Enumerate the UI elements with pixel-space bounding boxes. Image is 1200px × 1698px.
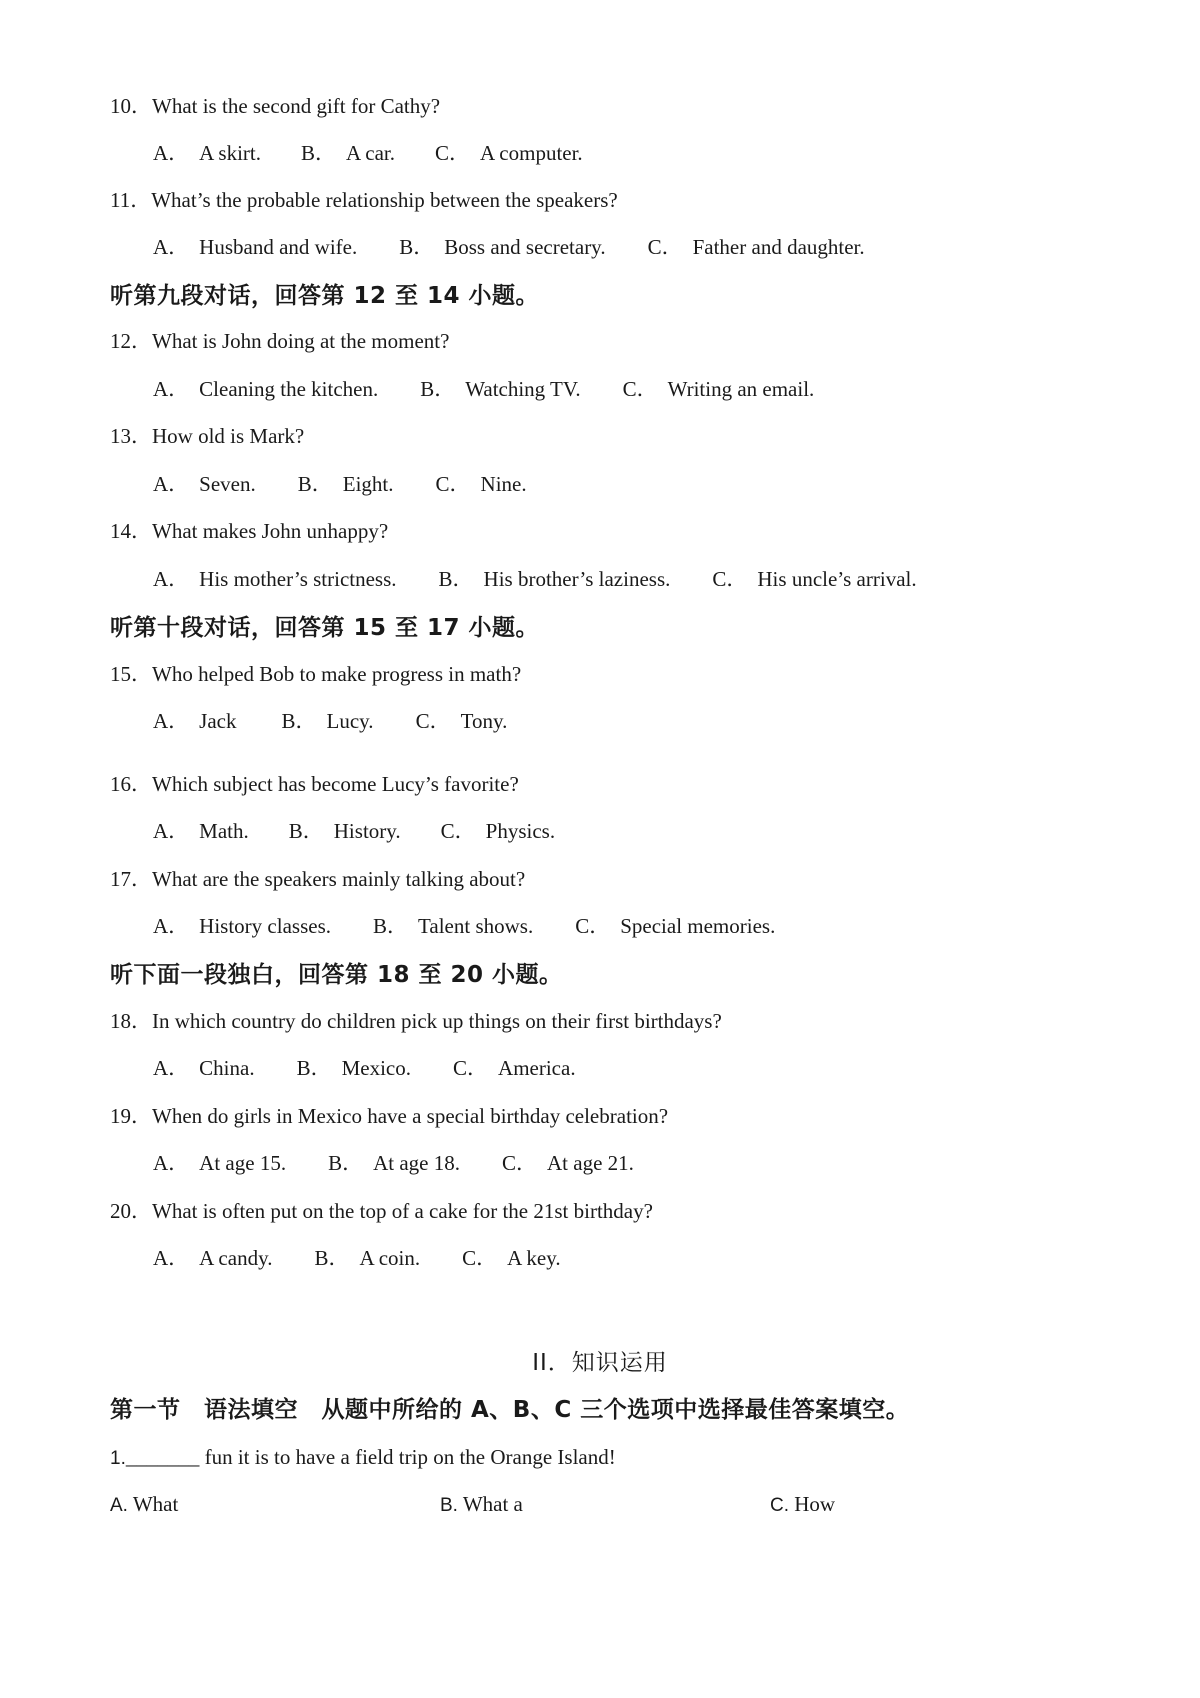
- options-17: [153, 912, 775, 940]
- question-number: 15．: [110, 662, 152, 686]
- option-letter: C．: [622, 377, 658, 401]
- section-heading-9: 听第九段对话，回答第 12 至 14 小题。: [110, 283, 540, 309]
- option-text: What: [132, 1492, 179, 1516]
- option-text: Nine.: [480, 472, 527, 496]
- option-letter: B．: [296, 1056, 332, 1080]
- options-10: [153, 139, 583, 167]
- option-letter: C．: [462, 1246, 498, 1270]
- option-letter: A．: [153, 914, 190, 938]
- options-20: [153, 1244, 561, 1272]
- option-b[interactable]: [301, 139, 395, 167]
- option-text: History.: [333, 819, 401, 843]
- option-text: His uncle’s arrival.: [757, 567, 917, 591]
- option-letter: C．: [440, 819, 476, 843]
- option-letter: C．: [647, 235, 683, 259]
- option-text: At age 15.: [199, 1151, 287, 1175]
- option-text: At age 18.: [373, 1151, 460, 1175]
- option-text: Jack: [199, 709, 237, 733]
- option-c[interactable]: [441, 817, 555, 845]
- question-16: [110, 770, 519, 798]
- option-c[interactable]: [712, 565, 916, 593]
- option-letter: B．: [399, 235, 435, 259]
- option-letter: C．: [435, 141, 471, 165]
- option-b[interactable]: [373, 912, 533, 940]
- option-text: Cleaning the kitchen.: [199, 377, 379, 401]
- option-a[interactable]: [110, 1490, 178, 1520]
- option-c[interactable]: [435, 139, 583, 167]
- question-10: [110, 92, 440, 120]
- option-b[interactable]: [420, 375, 580, 403]
- option-text: Physics.: [485, 819, 556, 843]
- option-text: Special memories.: [620, 914, 776, 938]
- option-letter: A．: [153, 377, 190, 401]
- question-text: What is often put on the top of a cake for the 21st birthday?: [152, 1199, 653, 1223]
- options-13: [153, 470, 527, 498]
- options-18: [153, 1054, 576, 1082]
- option-b[interactable]: [328, 1149, 460, 1177]
- answer-blank[interactable]: _______: [125, 1445, 200, 1469]
- option-text: Husband and wife.: [199, 235, 358, 259]
- option-text: Mexico.: [341, 1056, 412, 1080]
- option-c[interactable]: [462, 1244, 560, 1272]
- option-letter: C．: [712, 567, 748, 591]
- option-c[interactable]: [623, 375, 815, 403]
- option-b[interactable]: [298, 470, 394, 498]
- question-number: 1.: [110, 1448, 126, 1469]
- question-number: 18．: [110, 1009, 152, 1033]
- question-20: [110, 1197, 653, 1225]
- question-text: What makes John unhappy?: [152, 519, 389, 543]
- question-text: How old is Mark?: [152, 424, 305, 448]
- option-letter: B.: [440, 1495, 458, 1516]
- options-14: [153, 565, 917, 593]
- option-letter: C．: [415, 709, 451, 733]
- question-number: 17．: [110, 867, 152, 891]
- question-11: [110, 186, 618, 214]
- option-text: Father and daughter.: [692, 235, 865, 259]
- option-letter: A．: [153, 819, 190, 843]
- option-letter: B．: [314, 1246, 350, 1270]
- question-number: 20．: [110, 1199, 152, 1223]
- grammar-question-1: [110, 1443, 616, 1473]
- question-number: 14．: [110, 519, 152, 543]
- option-letter: B．: [373, 914, 409, 938]
- question-text: Which subject has become Lucy’s favorite?: [152, 772, 519, 796]
- option-letter: B．: [438, 567, 474, 591]
- option-a[interactable]: [153, 707, 237, 735]
- question-text: What’s the probable relationship between the speakers?: [151, 188, 618, 212]
- option-a[interactable]: [153, 565, 397, 593]
- option-letter: B．: [288, 819, 324, 843]
- option-b[interactable]: [399, 233, 605, 261]
- option-letter: A．: [153, 472, 190, 496]
- option-text: His brother’s laziness.: [483, 567, 671, 591]
- option-text: Eight.: [342, 472, 394, 496]
- option-letter: B．: [301, 141, 337, 165]
- option-letter: A．: [153, 235, 190, 259]
- question-13: [110, 422, 304, 450]
- section-heading-11: 听下面一段独白，回答第 18 至 20 小题。: [110, 962, 563, 988]
- question-text: fun it is to have a field trip on the Orange Island!: [199, 1445, 616, 1469]
- question-17: [110, 865, 525, 893]
- option-text: How: [794, 1492, 836, 1516]
- options-16: [153, 817, 555, 845]
- option-a[interactable]: [153, 233, 357, 261]
- option-b[interactable]: [440, 1490, 523, 1520]
- option-letter: C．: [453, 1056, 489, 1080]
- option-text: Lucy.: [326, 709, 374, 733]
- option-text: America.: [498, 1056, 576, 1080]
- option-letter: A．: [153, 567, 190, 591]
- option-text: Tony.: [460, 709, 508, 733]
- question-text: What is John doing at the moment?: [152, 329, 450, 353]
- option-a[interactable]: [153, 817, 249, 845]
- option-text: Watching TV.: [465, 377, 581, 401]
- question-text: In which country do children pick up things on their first birthdays?: [152, 1009, 722, 1033]
- option-letter: B．: [328, 1151, 364, 1175]
- section-heading-10: 听第十段对话，回答第 15 至 17 小题。: [110, 615, 540, 641]
- option-letter: A．: [153, 1151, 190, 1175]
- option-letter: C．: [502, 1151, 538, 1175]
- question-text: What is the second gift for Cathy?: [152, 94, 441, 118]
- option-b[interactable]: [297, 1054, 411, 1082]
- option-letter: A．: [153, 141, 190, 165]
- question-15: [110, 660, 521, 688]
- option-text: History classes.: [199, 914, 331, 938]
- options-12: [153, 375, 814, 403]
- option-letter: A．: [153, 709, 190, 733]
- option-b[interactable]: [289, 817, 401, 845]
- section-heading-grammar: 第一节 语法填空 从题中所给的 A、B、C 三个选项中选择最佳答案填空。: [110, 1397, 910, 1423]
- options-19: [153, 1149, 634, 1177]
- question-19: [110, 1102, 668, 1130]
- option-text: His mother’s strictness.: [199, 567, 397, 591]
- option-b[interactable]: [282, 707, 374, 735]
- option-a[interactable]: [153, 470, 256, 498]
- option-c[interactable]: [648, 233, 865, 261]
- option-text: Seven.: [199, 472, 256, 496]
- option-a[interactable]: [153, 375, 378, 403]
- question-number: 19．: [110, 1104, 152, 1128]
- option-a[interactable]: [153, 1244, 272, 1272]
- question-number: 12．: [110, 329, 152, 353]
- option-text: China.: [199, 1056, 255, 1080]
- option-c[interactable]: [436, 470, 527, 498]
- option-c[interactable]: [416, 707, 508, 735]
- options-15: [153, 707, 507, 735]
- option-letter: C．: [435, 472, 471, 496]
- question-text: What are the speakers mainly talking about?: [152, 867, 526, 891]
- option-text: A key.: [507, 1246, 561, 1270]
- option-text: What a: [462, 1492, 523, 1516]
- option-text: Math.: [199, 819, 249, 843]
- option-a[interactable]: [153, 139, 261, 167]
- question-number: 11．: [110, 188, 152, 212]
- option-a[interactable]: [153, 912, 331, 940]
- option-a[interactable]: [153, 1054, 255, 1082]
- option-text: Talent shows.: [418, 914, 534, 938]
- option-text: A candy.: [199, 1246, 273, 1270]
- question-text: When do girls in Mexico have a special birthday celebration?: [152, 1104, 669, 1128]
- question-number: 13．: [110, 424, 152, 448]
- part-title: II．知识运用: [532, 1350, 668, 1376]
- option-b[interactable]: [314, 1244, 420, 1272]
- option-letter: A．: [153, 1056, 190, 1080]
- options-11: [153, 233, 865, 261]
- option-letter: C．: [575, 914, 611, 938]
- option-c[interactable]: [575, 912, 775, 940]
- question-number: 16．: [110, 772, 152, 796]
- option-c[interactable]: [453, 1054, 576, 1082]
- option-text: Boss and secretary.: [444, 235, 606, 259]
- option-b[interactable]: [439, 565, 671, 593]
- option-letter: B．: [297, 472, 333, 496]
- option-letter: C.: [770, 1495, 789, 1516]
- question-14: [110, 517, 388, 545]
- option-letter: A.: [110, 1495, 128, 1516]
- option-text: A car.: [346, 141, 396, 165]
- option-text: A skirt.: [199, 141, 262, 165]
- question-number: 10．: [110, 94, 152, 118]
- question-18: [110, 1007, 722, 1035]
- option-letter: B．: [420, 377, 456, 401]
- option-text: A coin.: [359, 1246, 421, 1270]
- option-letter: B．: [281, 709, 317, 733]
- option-c[interactable]: [770, 1490, 835, 1520]
- option-text: A computer.: [480, 141, 583, 165]
- option-a[interactable]: [153, 1149, 286, 1177]
- option-letter: A．: [153, 1246, 190, 1270]
- question-12: [110, 327, 449, 355]
- option-c[interactable]: [502, 1149, 634, 1177]
- option-text: Writing an email.: [667, 377, 815, 401]
- question-text: Who helped Bob to make progress in math?: [152, 662, 522, 686]
- option-text: At age 21.: [547, 1151, 634, 1175]
